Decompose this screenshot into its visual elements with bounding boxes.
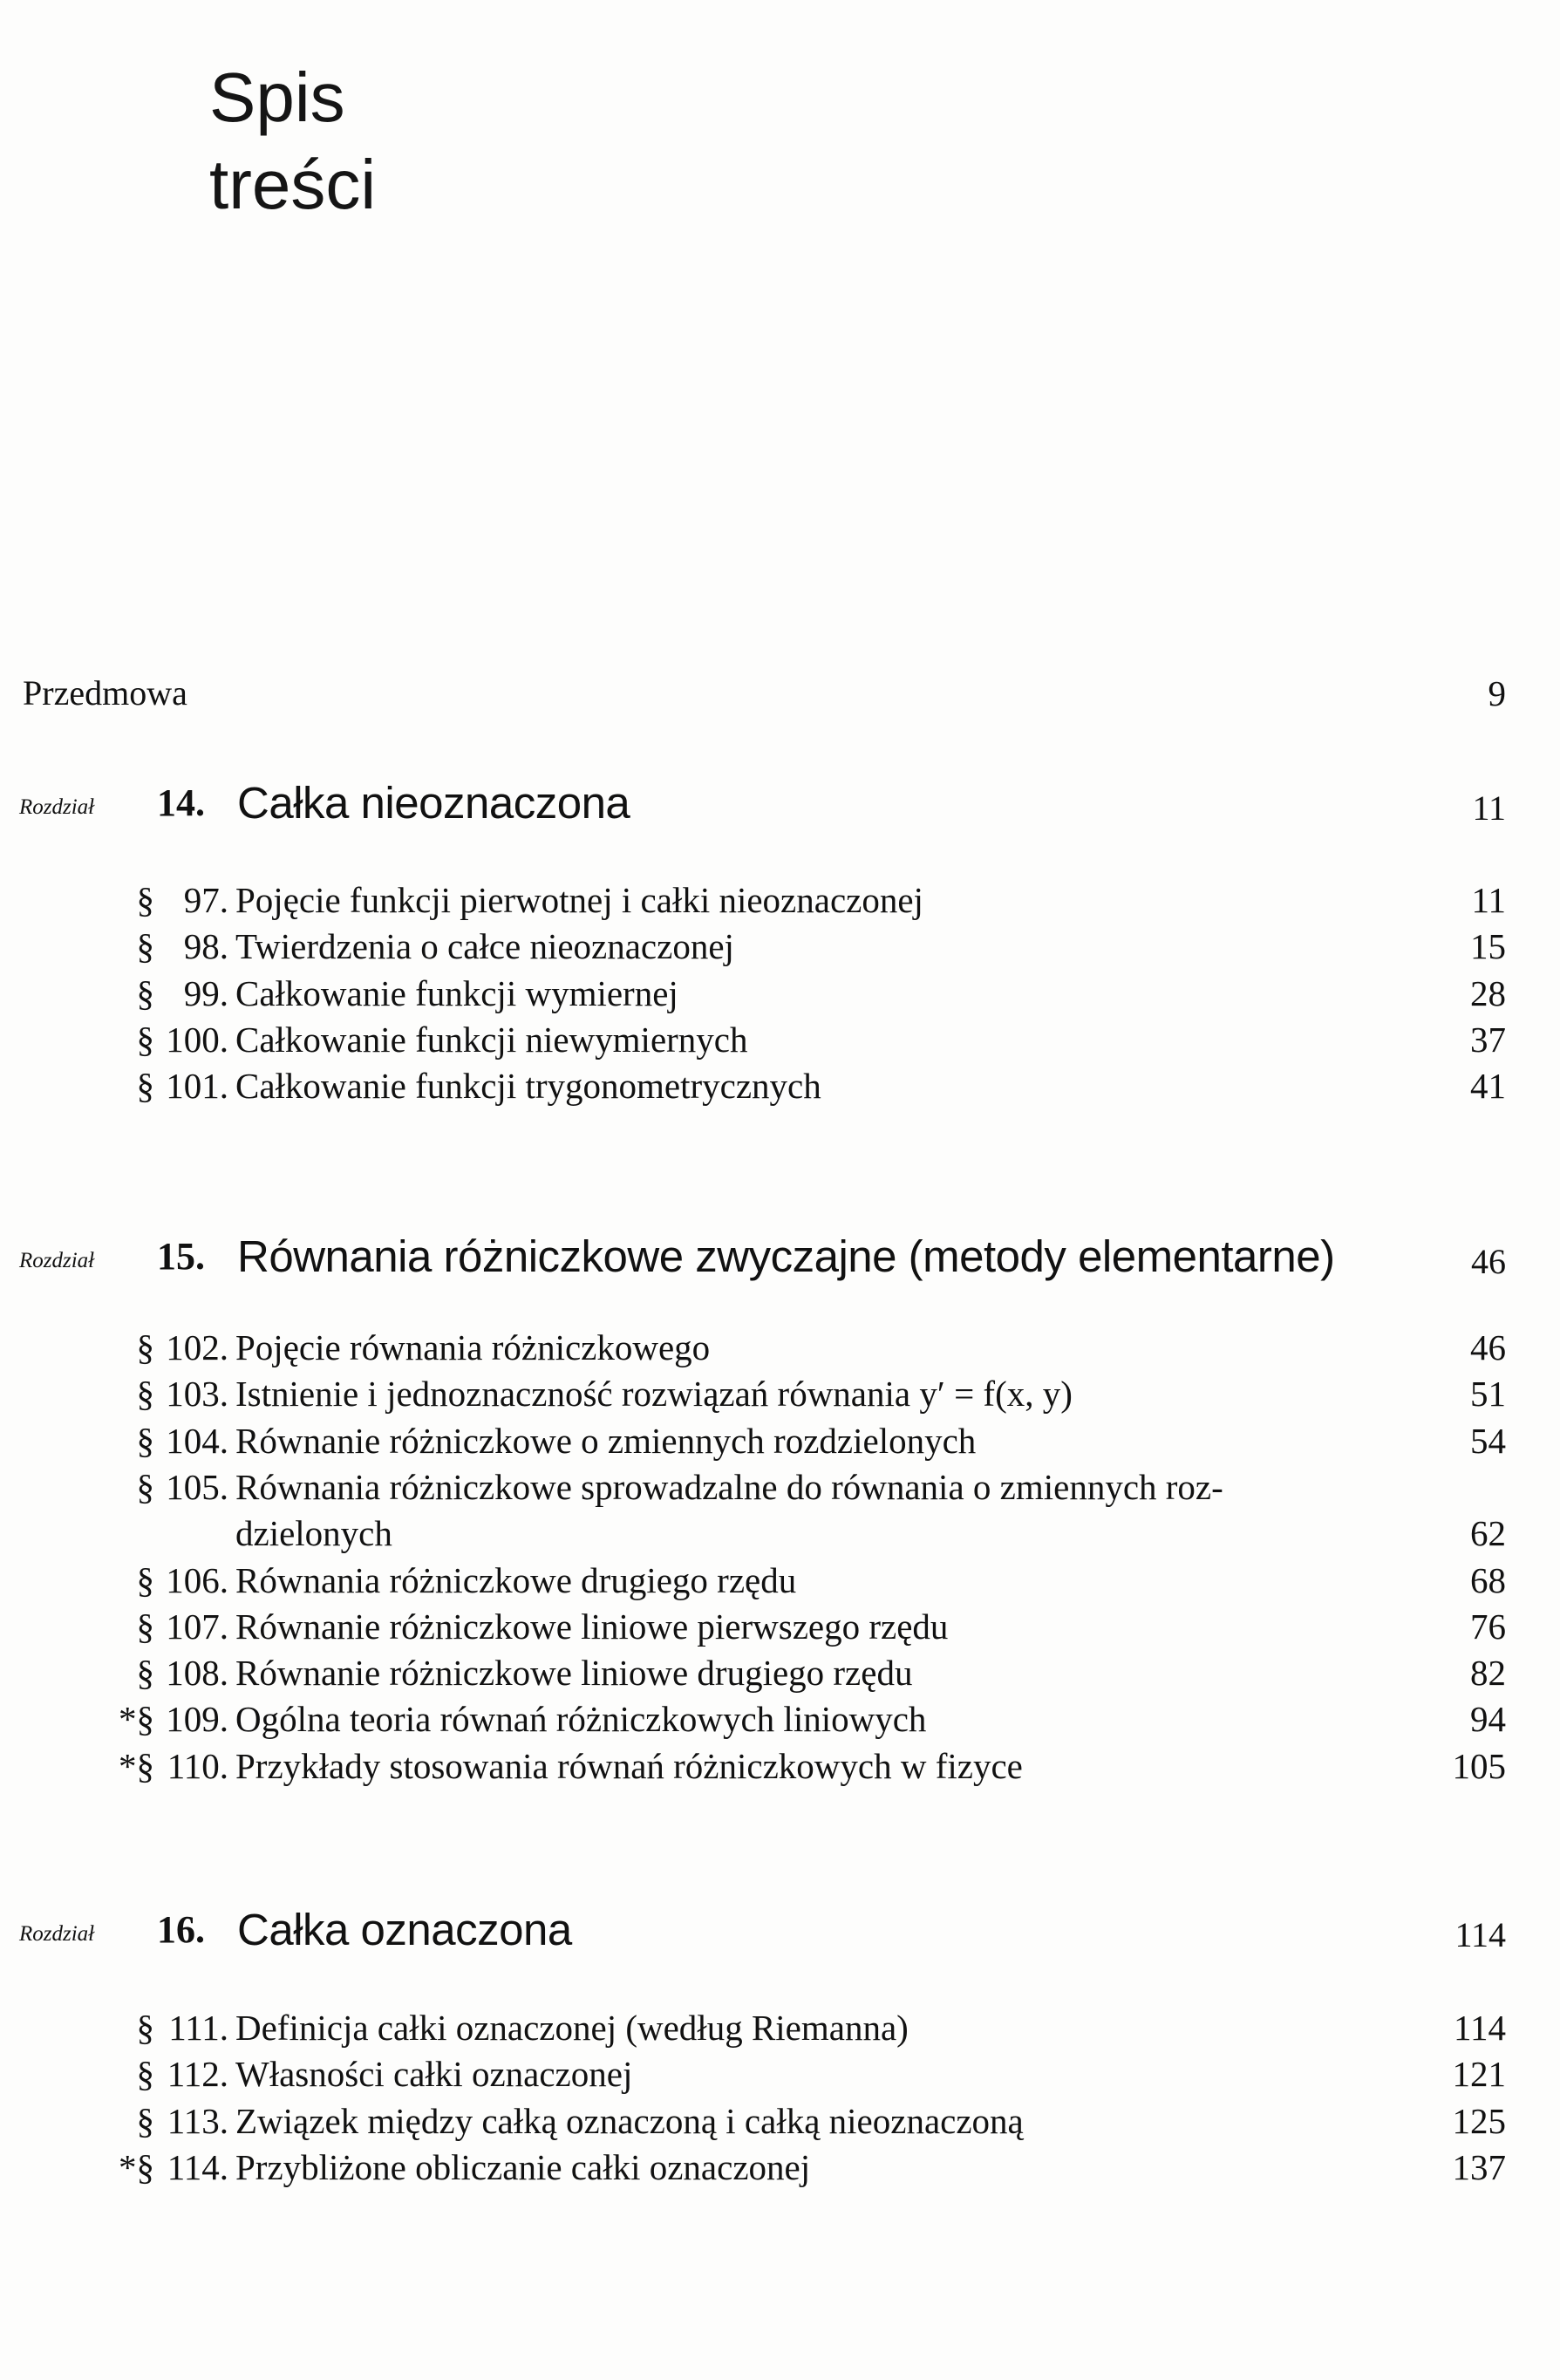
section-title-continued: dzielonych <box>235 1513 392 1554</box>
chapter-title: Całka oznaczona <box>237 1905 572 1954</box>
chapter-number: 15. <box>157 1235 205 1278</box>
section-page: 76 <box>1470 1606 1506 1647</box>
section-number: 109. <box>166 1699 228 1740</box>
section-mark: § <box>136 2100 154 2141</box>
section-title: Przykłady stosowania równań różniczkowych w fizyce <box>235 1745 1023 1786</box>
section-number: 101. <box>166 1066 228 1107</box>
toc-section-entry <box>0 1695 1560 1742</box>
section-page: 121 <box>1452 2054 1506 2095</box>
section-title: Równanie różniczkowe liniowe drugiego rzędu <box>235 1653 913 1694</box>
toc-entry-preface <box>0 670 1560 717</box>
toc-section-entry <box>0 1324 1560 1371</box>
section-number: 114. <box>167 2146 228 2187</box>
section-number: 104. <box>166 1420 228 1461</box>
toc-section-entry <box>0 2004 1560 2051</box>
section-page: 37 <box>1470 1019 1506 1060</box>
section-mark: § <box>136 2054 154 2095</box>
toc-section-entry <box>0 1016 1560 1063</box>
section-title: Równania różniczkowe sprowadzalne do równania o zmiennych roz- <box>235 1466 1223 1507</box>
section-title: Pojęcie równania różniczkowego <box>235 1327 711 1367</box>
section-number: 102. <box>166 1327 228 1367</box>
section-title: Całkowanie funkcji trygonometrycznych <box>235 1066 821 1107</box>
chapter-title: Całka nieoznaczona <box>237 778 630 828</box>
toc-section-entry <box>0 1557 1560 1604</box>
section-title: Równanie różniczkowe liniowe pierwszego rzędu <box>235 1606 949 1647</box>
section-mark: *§ <box>119 1699 154 1740</box>
toc-section-entry <box>0 923 1560 970</box>
section-number: 106. <box>166 1559 228 1600</box>
section-mark: § <box>136 1653 154 1694</box>
section-number: 110. <box>167 1745 228 1786</box>
section-page: 114 <box>1454 2008 1506 2048</box>
toc-section-entry <box>0 876 1560 924</box>
section-number: 112. <box>167 2054 228 2095</box>
section-title: Twierdzenia o całce nieoznaczonej <box>235 926 734 967</box>
section-mark: § <box>136 1374 154 1415</box>
section-mark: *§ <box>119 1745 154 1786</box>
title-line-2: treści <box>209 146 377 223</box>
section-mark: § <box>136 1019 154 1060</box>
preface-page: 9 <box>1488 673 1506 713</box>
section-number: 97. <box>183 880 228 920</box>
section-mark: § <box>136 1420 154 1461</box>
section-page: 125 <box>1452 2100 1506 2141</box>
toc-section-entry <box>0 1649 1560 1696</box>
section-page: 46 <box>1470 1327 1506 1367</box>
toc-section-entry <box>0 1603 1560 1650</box>
section-number: 100. <box>166 1019 228 1060</box>
section-mark: § <box>136 2008 154 2048</box>
section-page: 82 <box>1470 1653 1506 1694</box>
section-page: 62 <box>1470 1513 1506 1554</box>
page-title <box>209 54 376 228</box>
section-title: Równanie różniczkowe o zmiennych rozdzielonych <box>235 1420 977 1461</box>
section-title: Związek między całką oznaczoną i całką nieoznaczoną <box>235 2100 1024 2141</box>
chapter-page: 114 <box>1454 1915 1506 1954</box>
section-number: 113. <box>167 2100 228 2141</box>
section-page: 51 <box>1470 1374 1506 1415</box>
section-page: 15 <box>1470 926 1506 967</box>
section-page: 137 <box>1452 2146 1506 2187</box>
toc-section-entry <box>0 2050 1560 2097</box>
section-mark: § <box>136 1559 154 1600</box>
section-title: Ogólna teoria równań różniczkowych liniowych <box>235 1699 927 1740</box>
section-title: Całkowanie funkcji niewymiernych <box>235 1019 748 1060</box>
section-mark: § <box>136 1327 154 1367</box>
toc-section-entry <box>0 1062 1560 1109</box>
section-title: Przybliżone obliczanie całki oznaczonej <box>235 2146 811 2187</box>
chapter-heading <box>0 1894 1560 1955</box>
chapter-number: 16. <box>157 1908 205 1951</box>
section-page: 41 <box>1470 1066 1506 1107</box>
section-number: 107. <box>166 1606 228 1647</box>
section-number: 105. <box>166 1466 228 1507</box>
section-title: Całkowanie funkcji wymiernej <box>235 972 678 1013</box>
section-number: 98. <box>183 926 228 967</box>
section-mark: § <box>136 972 154 1013</box>
section-mark: § <box>136 926 154 967</box>
section-mark: § <box>136 1466 154 1507</box>
section-title: Definicja całki oznaczonej (według Riemanna) <box>235 2008 909 2048</box>
toc-section-entry <box>0 970 1560 1017</box>
chapter-label: Rozdział <box>19 1922 95 1946</box>
section-mark: *§ <box>119 2146 154 2187</box>
section-mark: § <box>136 880 154 920</box>
chapter-heading <box>0 1221 1560 1282</box>
chapter-page: 11 <box>1472 788 1506 828</box>
section-page: 105 <box>1452 1745 1506 1786</box>
section-title: Równania różniczkowe drugiego rzędu <box>235 1559 797 1600</box>
section-number: 111. <box>168 2008 228 2048</box>
preface-label: Przedmowa <box>23 673 187 713</box>
section-mark: § <box>136 1066 154 1107</box>
section-page: 54 <box>1470 1420 1506 1461</box>
title-line-1: Spis <box>209 58 345 136</box>
toc-section-entry <box>0 2144 1560 2191</box>
chapter-page: 46 <box>1471 1242 1506 1281</box>
chapter-label: Rozdział <box>19 1249 95 1272</box>
section-number: 108. <box>166 1653 228 1694</box>
toc-section-entry <box>0 1463 1560 1554</box>
toc-section-entry <box>0 1370 1560 1417</box>
chapter-title: Równania różniczkowe zwyczajne (metody elementarne) <box>237 1231 1335 1281</box>
section-page: 28 <box>1470 972 1506 1013</box>
section-mark: § <box>136 1606 154 1647</box>
chapter-number: 14. <box>157 781 205 824</box>
section-page: 68 <box>1470 1559 1506 1600</box>
section-page: 94 <box>1470 1699 1506 1740</box>
chapter-heading <box>0 767 1560 829</box>
section-title: Pojęcie funkcji pierwotnej i całki nieoznaczonej <box>235 880 923 920</box>
toc-section-entry <box>0 1417 1560 1464</box>
toc-section-entry <box>0 2097 1560 2145</box>
section-page: 11 <box>1471 880 1506 920</box>
section-number: 99. <box>183 972 228 1013</box>
section-title: Istnienie i jednoznaczność rozwiązań równania y′ = f(x, y) <box>235 1374 1073 1415</box>
section-title: Własności całki oznaczonej <box>235 2054 633 2095</box>
chapter-label: Rozdział <box>19 795 95 819</box>
toc-section-entry <box>0 1742 1560 1790</box>
section-number: 103. <box>166 1374 228 1415</box>
